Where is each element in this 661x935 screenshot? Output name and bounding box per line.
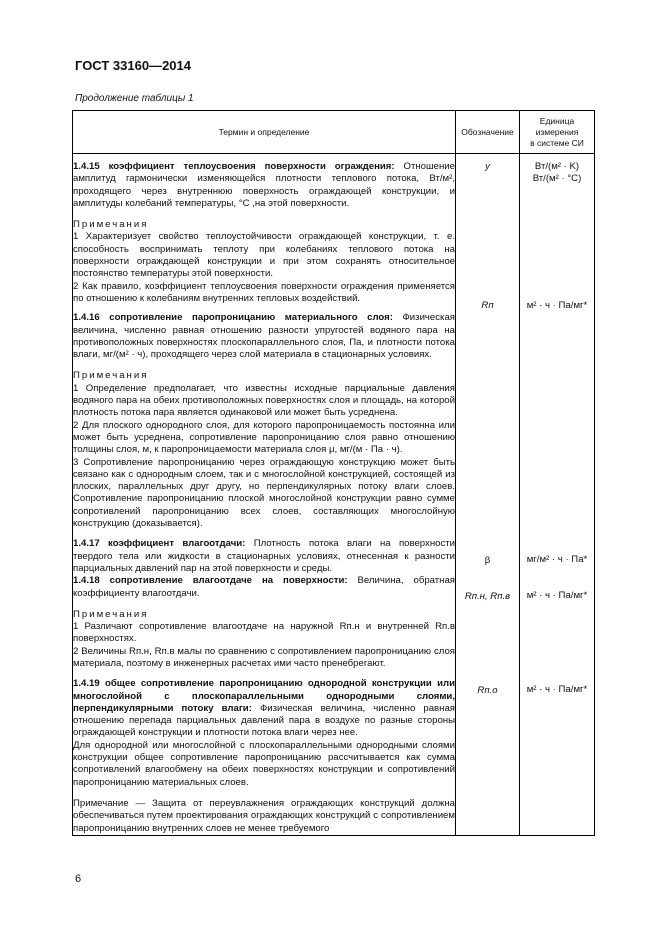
- symbol-1-4-15: y: [485, 161, 490, 172]
- term-definition: Физическая величина, численно равная отношению перепада парциальных давлений пара в воздухе по разные стороны ограждающей конструкции и плотности потока влаги через нее.: [73, 702, 455, 739]
- note-item: 1 Различают сопротивление влагоотдаче на наружной Rп.н и внутренней Rп.в поверхностях.: [73, 621, 455, 645]
- header-unit-line1: Единица: [539, 115, 575, 126]
- term-number: 1.4.18: [73, 575, 100, 587]
- unit-1-4-15-a: Вт/(м² · K): [534, 161, 580, 172]
- term-number: 1.4.16: [73, 312, 100, 324]
- term-definition: Физическая величина, численно равная отношению разности упругостей водяного пара на противоположных поверхностях плоскопараллельного слоя, Па, и плотности потока влаги, мг/(м² · ч), проходящего через слой материала в стационарных условиях.: [73, 312, 455, 361]
- terms-table: [72, 110, 595, 836]
- term-number: 1.4.17: [73, 538, 100, 550]
- term-1-4-17: [73, 538, 455, 575]
- unit-1-4-15-b: Вт/(м² · °C): [532, 173, 582, 185]
- term-1-4-19: [73, 678, 455, 739]
- term-number: 1.4.19: [73, 678, 100, 690]
- notes-heading: Примечания: [73, 608, 149, 620]
- note-item: Примечание — Защита от переувлажнения ограждающих конструкций должна обеспечиваться путем проектирования ограждающих конструкций с сопротивлением паропроницанию внутренних слоев не менее требуемого: [73, 797, 455, 834]
- notes-block: [73, 609, 455, 670]
- document-id: ГОСТ 33160—2014: [75, 58, 191, 73]
- table-body-row: [73, 154, 595, 836]
- table-continuation-caption: Продолжение таблицы 1: [75, 93, 194, 104]
- term-1-4-18: [73, 575, 455, 600]
- header-symbol: Обозначение: [456, 111, 520, 154]
- header-unit-line3: в системе СИ: [530, 137, 584, 148]
- note-item: 2 Как правило, коэффициент теплоусвоения поверхности ограждения применяется по отношению к колебаниям внутренних тепловых воздействий.: [73, 280, 455, 304]
- term-definition-continued: Для однородной или многослойной с плоскопараллельными однородными слоями конструкции общее сопротивление паропроницанию рассчитывается как сумма сопротивлений влагообмену на обеих поверхностях конструкции и сопротивлений паропроницанию материальных слоев.: [73, 739, 455, 788]
- note-item: 2 Для плоского однородного слоя, для которого паропроницаемость постоянна или может быть усреднена, сопротивление паропроницанию слоя равно отношению толщины слоя, м, к паропроницаемости материала слоя μ, мг/(м · Па · ч).: [73, 419, 455, 456]
- symbol-1-4-18: Rп.н, Rп.в: [464, 590, 511, 602]
- note-item: 2 Величины Rп.н, Rп.в малы по сравнению с сопротивлением паропроницанию слоя материала, поэтому в инженерных расчетах ими часто пренебрегают.: [73, 645, 455, 669]
- term-number: 1.4.15: [73, 161, 100, 172]
- notes-heading: Примечания: [73, 219, 149, 231]
- unit-1-4-16: м² · ч · Па/мг*: [526, 299, 588, 311]
- term-title: коэффициент теплоусвоения поверхности ограждения:: [108, 161, 395, 172]
- term-definition: Плотность потока влаги на поверхности твердого тела или жидкости в стационарных условиях, отнесенная к разности парциальных давлений пар на этой поверхности и среды.: [73, 538, 456, 574]
- unit-1-4-19: м² · ч · Па/мг*: [526, 684, 588, 696]
- term-title: общее сопротивление паропроницанию однородной конструкции или многослойной с плоскопараллельными однородными слоями, перпендикулярными потоку влаги:: [73, 678, 455, 714]
- header-unit: [520, 111, 595, 154]
- symbols-column: [456, 154, 520, 836]
- term-title: сопротивление влагоотдаче на поверхности:: [109, 575, 348, 587]
- notes-heading: Примечания: [73, 370, 149, 382]
- page-number: 6: [75, 873, 82, 885]
- unit-1-4-17: мг/м² · ч · Па*: [526, 553, 588, 565]
- term-definition: Величина, обратная коэффициенту влагоотдачи.: [73, 575, 455, 599]
- units-column: [520, 154, 595, 836]
- notes-block: [73, 219, 455, 305]
- note-item: 1 Определение предполагает, что известны исходные парциальные давления водяного пара на обеих противоположных поверхностях слоя и площадь, на которой плотность потока пара является одинаковой или может быть усреднена.: [73, 382, 455, 419]
- term-title: сопротивление паропроницанию материального слоя:: [109, 312, 393, 324]
- term-title: коэффициент влагоотдачи:: [108, 538, 246, 550]
- header-unit-line2: измерения: [535, 126, 579, 137]
- symbol-1-4-16: Rп: [481, 300, 494, 312]
- terms-column: [73, 154, 456, 836]
- term-1-4-15: [73, 161, 455, 210]
- header-term: Термин и определение: [73, 111, 456, 154]
- symbol-1-4-17: β: [484, 554, 491, 566]
- unit-1-4-18: м² · ч · Па/мг*: [526, 590, 588, 602]
- note-item: 1 Характеризует свойство теплоустойчивости ограждающей конструкции, т. е. способность воспринимать теплоту при колебаниях теплового потока на поверхности ограждающей конструкции и при этом сохранять относительное постоянство температуры этой поверхности.: [73, 231, 455, 280]
- notes-block: [73, 370, 455, 530]
- term-1-4-16: [73, 312, 455, 361]
- note-item: 3 Сопротивление паропроницанию через ограждающую конструкцию может быть связано как с однородным слоем, так и с многослойной конструкцией, состоящей из плоских, параллельных друг другу, но перпендикулярных потоку влаги слоев. Сопротивление паропроницанию плоской многослойной конструкции равно сумме сопротивлений паропроницанию всех слоев, составляющих многослойную конструкцию (доказывается).: [73, 456, 455, 530]
- term-definition: Отношение амплитуд гармонически изменяющейся плотности теплового потока, Вт/м², проходящего через внутреннюю поверхность ограждающей конструкции, и амплитуды колебаний температуры, °С ,на этой поверхности.: [73, 161, 455, 209]
- symbol-1-4-19: Rп.о: [477, 685, 498, 697]
- table-header-row: [73, 111, 595, 154]
